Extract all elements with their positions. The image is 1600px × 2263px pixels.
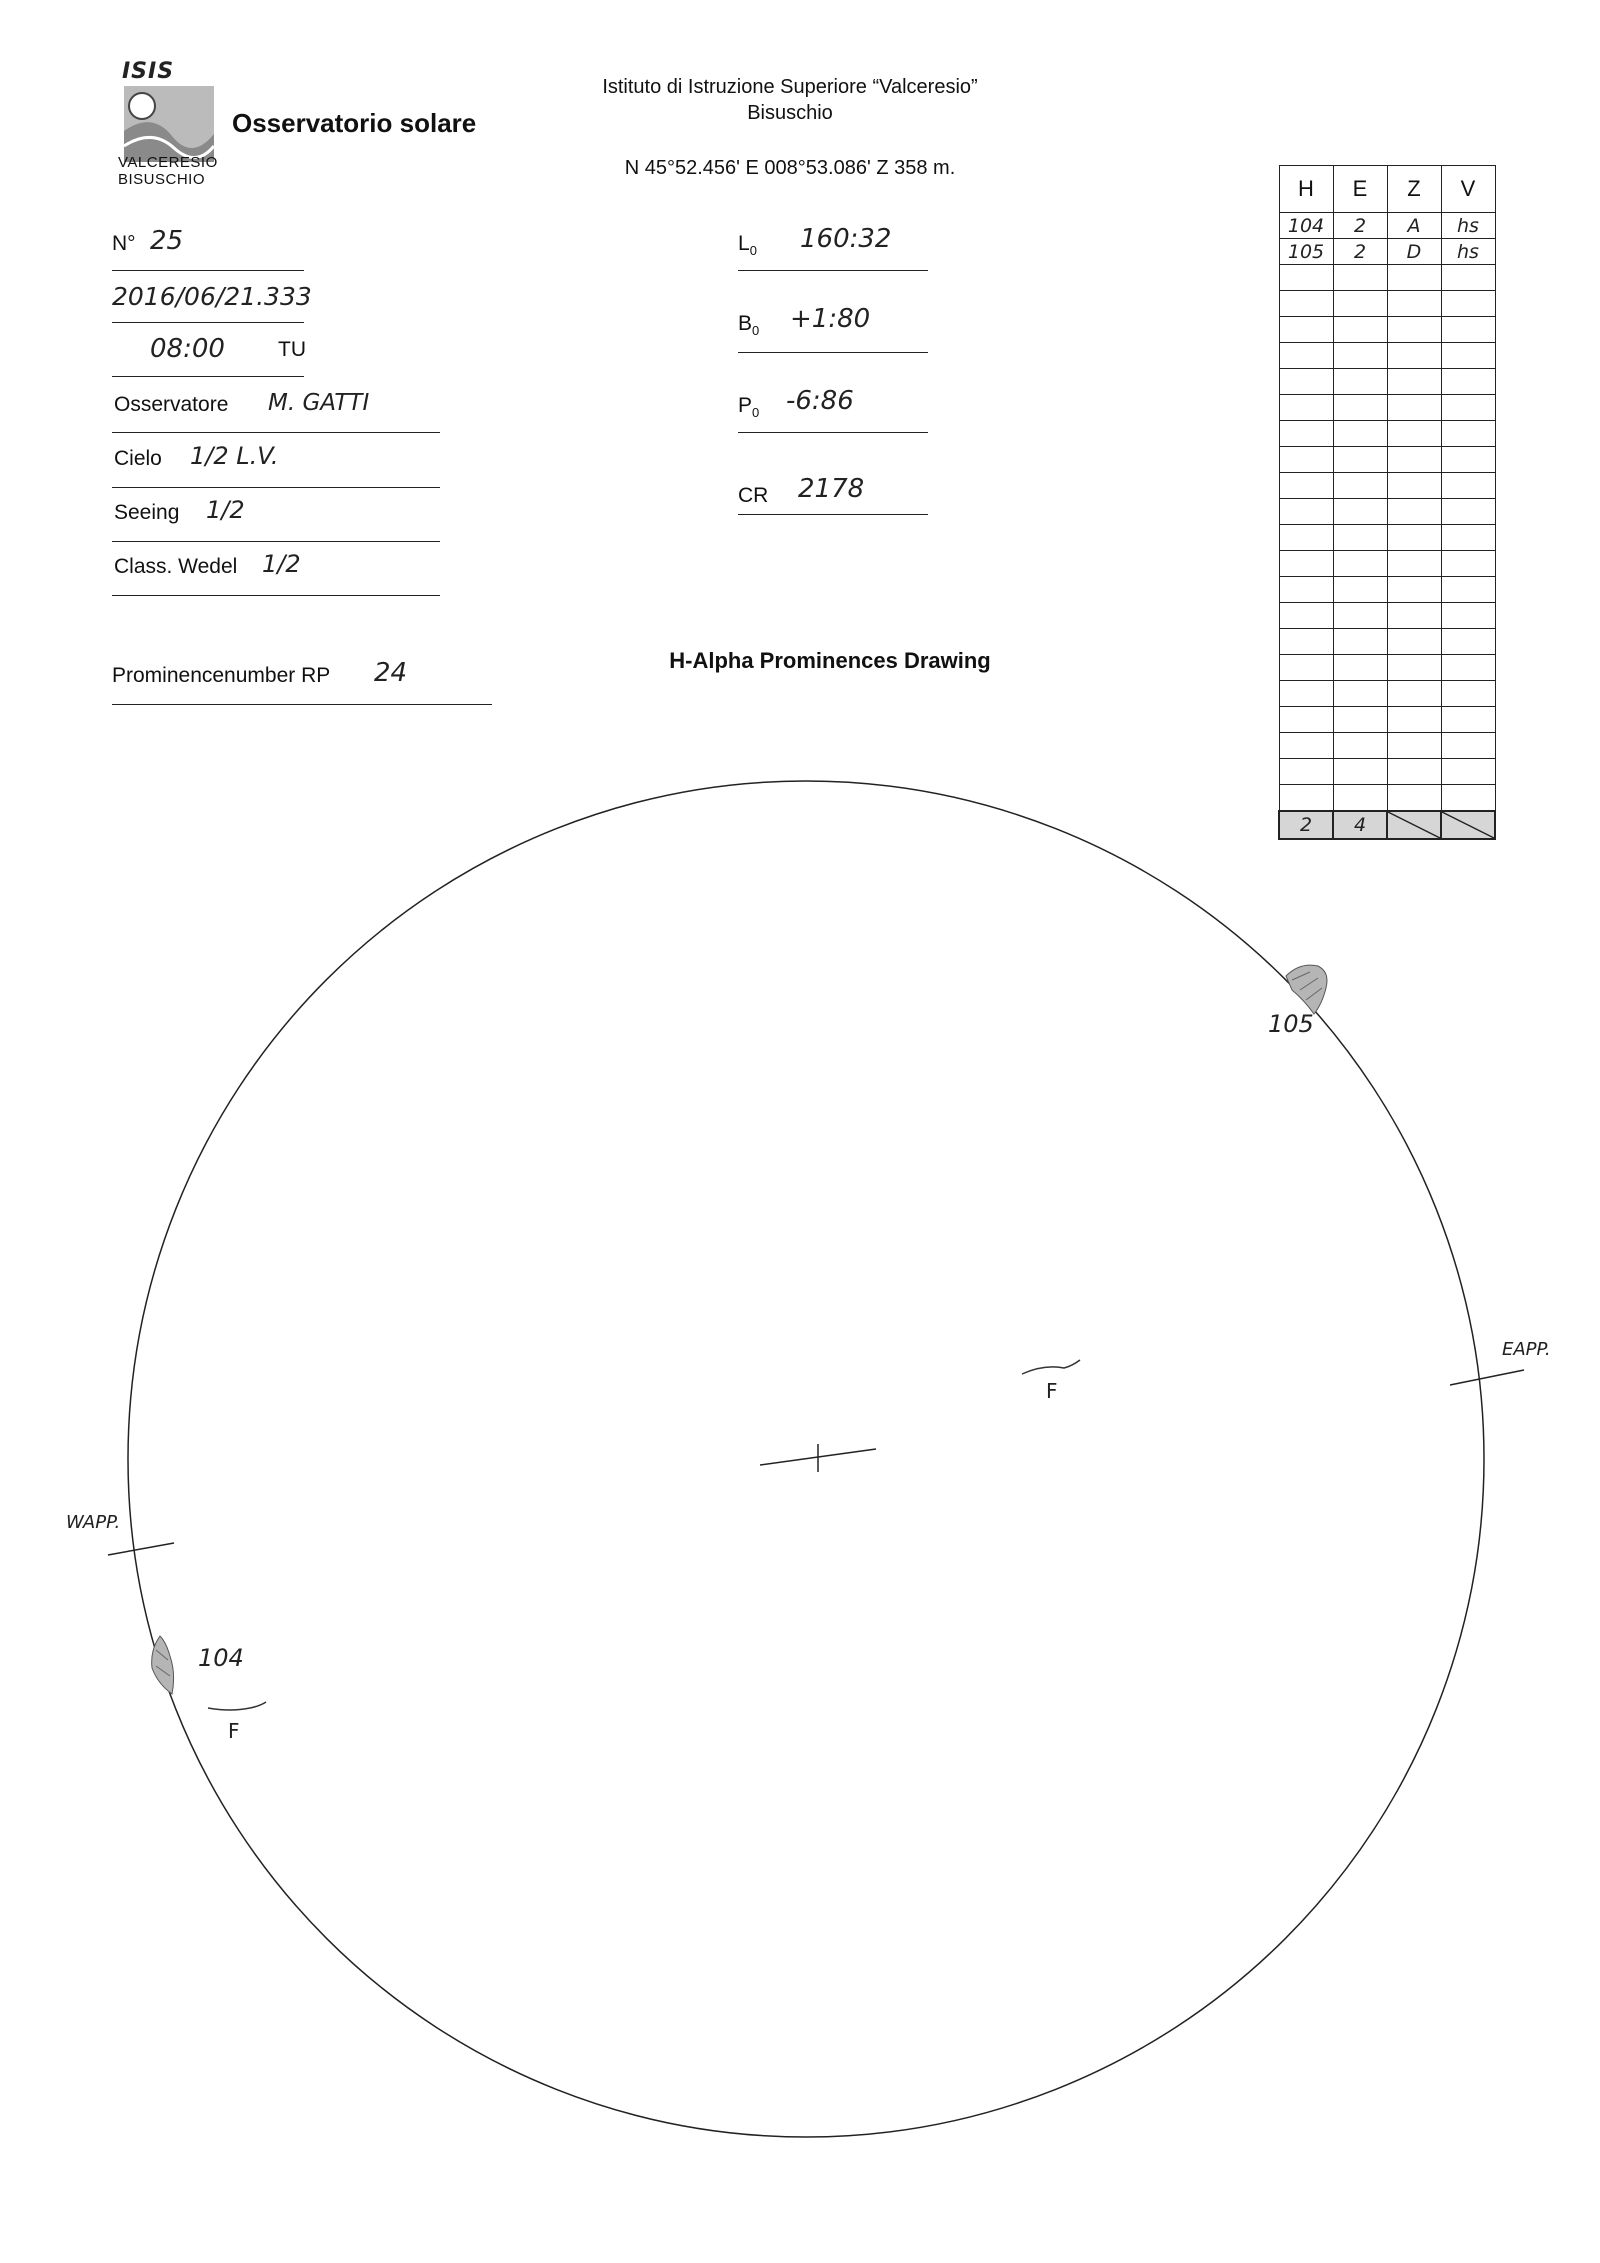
wedel-label: Class. Wedel: [114, 555, 238, 578]
sky-label: Cielo: [114, 447, 162, 470]
west-axis-tick: [108, 1543, 174, 1555]
logo-town-line-2: BISUSCHIO: [118, 171, 206, 188]
drawing-title: H-Alpha Prominences Drawing: [669, 648, 991, 673]
institute-town: Bisuschio: [747, 102, 833, 124]
filament-label: F: [1046, 1379, 1058, 1403]
table-cell: 105: [1279, 239, 1333, 265]
east-axis-tick: [1450, 1370, 1524, 1385]
filament-mark: [1022, 1360, 1080, 1374]
seeing-label: Seeing: [114, 501, 180, 524]
prominence-number-label: Prominencenumber RP: [112, 664, 331, 687]
prominence-105-label: 105: [1268, 1010, 1314, 1038]
observer-name: M. GATTI: [268, 390, 370, 416]
l0-label: $L_0$: [738, 232, 757, 259]
observation-number: 25: [150, 226, 184, 256]
wedel-value: 1/2: [262, 550, 301, 578]
total-h: 2: [1279, 811, 1333, 839]
col-header-e: E: [1333, 166, 1387, 213]
cr-label: CR: [738, 484, 769, 507]
total-e: 4: [1333, 811, 1387, 839]
p0-value: -6:86: [786, 386, 854, 416]
prominence-105-sketch: [1286, 965, 1327, 1014]
l0-value: 160:32: [800, 224, 892, 254]
col-header-h: H: [1279, 166, 1333, 213]
center-cross-mark: [760, 1444, 876, 1472]
number-label: N°: [112, 232, 136, 255]
observation-date: 2016/06/21.333: [112, 282, 312, 311]
sky-value: 1/2 L.V.: [190, 442, 279, 470]
table-cell: 2: [1333, 213, 1387, 239]
svg-text:ISIS: ISIS: [122, 59, 175, 84]
observer-label: Osservatore: [114, 393, 229, 416]
col-header-z: Z: [1387, 166, 1441, 213]
table-cell: D: [1387, 239, 1441, 265]
col-header-v: V: [1441, 166, 1495, 213]
west-axis-label: WAPP.: [66, 1512, 121, 1533]
cr-value: 2178: [798, 474, 865, 504]
filament-label-2: F: [228, 1719, 240, 1743]
b0-value: +1:80: [790, 304, 871, 334]
observatory-coordinates: N 45°52.456' E 008°53.086' Z 358 m.: [624, 157, 956, 179]
east-axis-label: EAPP.: [1502, 1339, 1551, 1360]
prominence-104-sketch: [152, 1636, 174, 1694]
institute-name: Istituto di Istruzione Superiore “Valceresio”: [602, 76, 978, 98]
prominence-104-label: 104: [198, 1644, 244, 1672]
observation-time: 08:00: [150, 334, 225, 364]
prominence-number: 24: [374, 658, 408, 688]
seeing-value: 1/2: [206, 496, 245, 524]
table-cell: 2: [1333, 239, 1387, 265]
observatory-title: Osservatorio solare: [232, 108, 477, 138]
table-cell: hs: [1441, 239, 1495, 265]
p0-label: $P_0$: [738, 394, 760, 421]
logo-town-line-1: VALCERESIO: [118, 154, 218, 171]
filament-mark-2: [208, 1702, 266, 1710]
b0-label: $B_0$: [738, 312, 760, 339]
table-cell: A: [1387, 213, 1441, 239]
time-suffix: TU: [278, 338, 306, 361]
table-cell: 104: [1279, 213, 1333, 239]
table-cell: hs: [1441, 213, 1495, 239]
